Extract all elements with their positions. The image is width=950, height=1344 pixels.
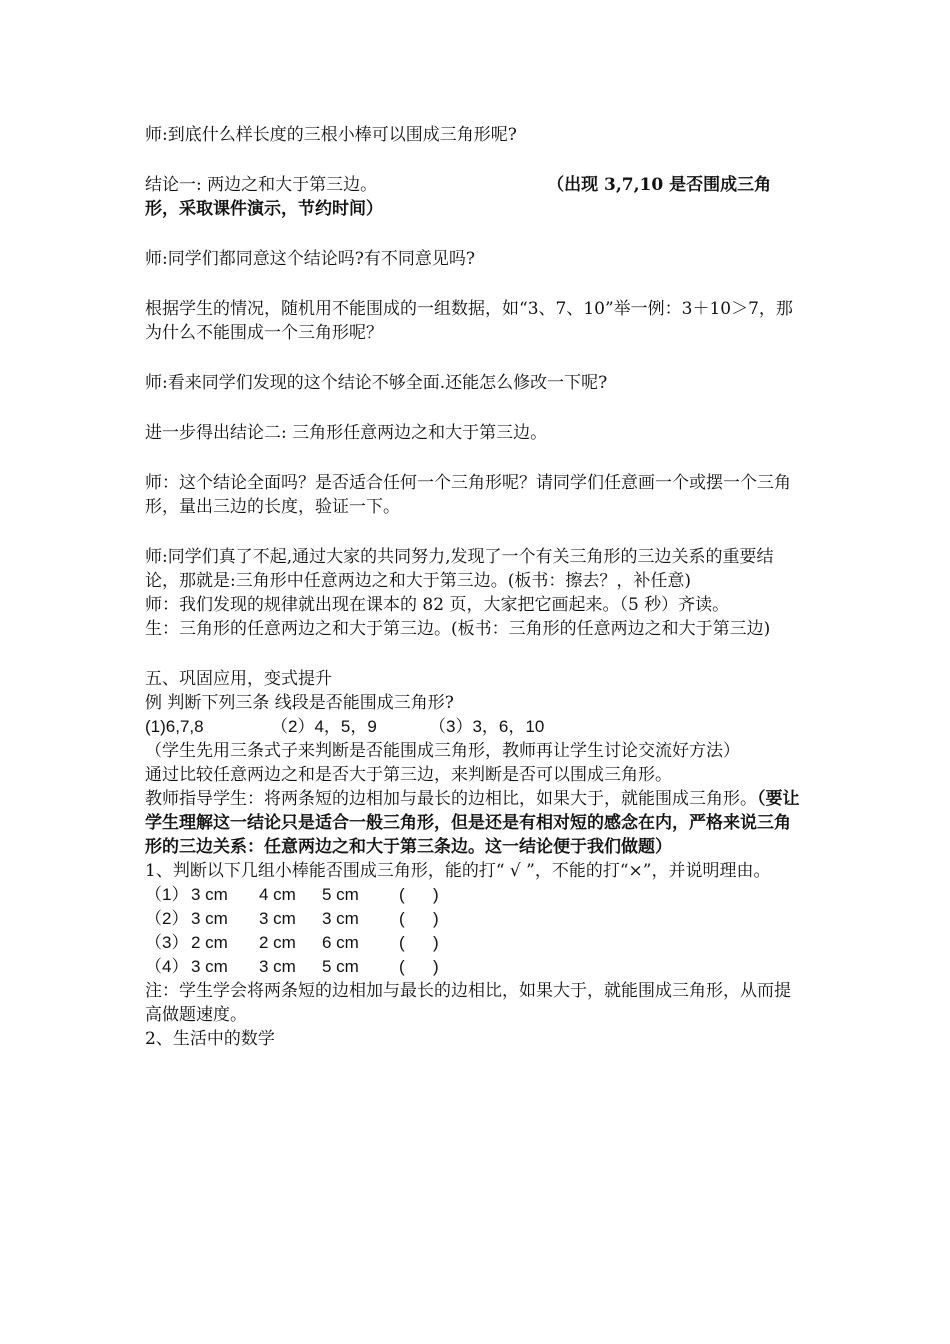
stick-length: 5 cm: [322, 957, 359, 976]
stick-length: 5 cm: [322, 885, 359, 904]
row-index: （1）: [145, 885, 189, 904]
student-reading-paragraph: 生：三角形的任意两边之和大于第三边。(板书：三角形的任意两边之和大于第三边): [145, 619, 771, 639]
exercise-two-heading: 2、生活中的数学: [145, 1029, 275, 1049]
stick-length: 3 cm: [191, 957, 228, 976]
table-row: [145, 931, 805, 955]
stick-length: 4 cm: [259, 885, 296, 904]
student-method-note: （学生先用三条式子来判断是否能围成三角形，教师再让学生讨论交流好方法）: [145, 741, 740, 761]
example-option: （2）4，5，9: [271, 717, 377, 736]
example-option: （3）3，6，10: [429, 717, 545, 736]
answer-blank[interactable]: ( ): [399, 933, 439, 952]
stick-length: 2 cm: [191, 933, 228, 952]
stick-length: 6 cm: [322, 933, 359, 952]
table-row: [145, 955, 805, 979]
teacher-agree-question: 师:同学们都同意这个结论吗?有不同意见吗?: [145, 249, 475, 269]
teacher-question: 师:到底什么样长度的三根小棒可以围成三角形呢?: [145, 125, 517, 145]
answer-blank[interactable]: ( ): [399, 885, 439, 904]
answer-blank[interactable]: ( ): [399, 957, 439, 976]
teacher-guidance-text: 教师指导学生：将两条短的边相加与最长的边相比，如果大于，就能围成三角形。: [145, 789, 757, 809]
conclusion-two: 进一步得出结论二: 三角形任意两边之和大于第三边。: [145, 423, 548, 443]
exercise-one-instructions: 1、判断以下几组小棒能否围成三角形，能的打“ √ ”，不能的打“×”，并说明理由。: [145, 861, 771, 881]
conclusion-one: [145, 173, 805, 221]
teacher-guidance-paragraph: [145, 787, 805, 859]
stick-length: 3 cm: [191, 909, 228, 928]
example-option: (1)6,7,8: [145, 717, 204, 736]
textbook-page-paragraph: 师：我们发现的规律就出现在课本的 82 页，大家把它画起来。（5 秒）齐读。: [145, 595, 730, 615]
exercise-one-note: 注：学生学会将两条短的边相加与最长的边相比，如果大于，就能围成三角形，从而提高做题速度。: [145, 981, 791, 1025]
row-index: （2）: [145, 909, 189, 928]
stick-length: 2 cm: [259, 933, 296, 952]
teacher-summary-paragraph: 师:同学们真了不起,通过大家的共同努力,发现了一个有关三角形的三边关系的重要结论，那就是:三角形中任意两边之和大于第三边。(板书：擦去？，补任意): [145, 547, 774, 591]
teacher-verify-paragraph: 师：这个结论全面吗？是否适合任何一个三角形呢？请同学们任意画一个或摆一个三角形，量出三边的长度，验证一下。: [145, 473, 791, 517]
stick-length: 3 cm: [191, 885, 228, 904]
stick-length: 3 cm: [259, 957, 296, 976]
conclusion-one-note: （出现 3,7,10 是否围成三角形，采取课件演示，节约时间）: [145, 175, 772, 219]
counter-example-paragraph: 根据学生的情况，随机用不能围成的一组数据，如“3、7、10”举一例：3＋10＞7，那为什么不能围成一个三角形呢？: [145, 299, 793, 343]
stick-length: 3 cm: [322, 909, 359, 928]
conclusion-one-text: 结论一: 两边之和大于第三边。: [145, 175, 378, 195]
teacher-revise-question: 师:看来同学们发现的这个结论不够全面.还能怎么修改一下呢?: [145, 373, 608, 393]
comparison-method: 通过比较任意两边之和是否大于第三边，来判断是否可以围成三角形。: [145, 765, 672, 785]
section-heading: 五、巩固应用，变式提升: [145, 669, 332, 689]
row-index: （4）: [145, 957, 189, 976]
table-row: [145, 907, 805, 931]
example-options: [145, 715, 805, 739]
document-body: [145, 123, 805, 1051]
example-question: 例 判断下列三条 线段是否能围成三角形?: [145, 693, 454, 713]
teacher-guidance-note: （要让学生理解这一结论只是适合一般三角形，但是还是有相对短的感念在内，严格来说三角形的三边关系：任意两边之和大于第三条边。这一结论便于我们做题）: [145, 789, 800, 857]
stick-length: 3 cm: [259, 909, 296, 928]
table-row: [145, 883, 805, 907]
answer-blank[interactable]: ( ): [399, 909, 439, 928]
exercise-one-table: [145, 883, 805, 979]
row-index: （3）: [145, 933, 189, 952]
